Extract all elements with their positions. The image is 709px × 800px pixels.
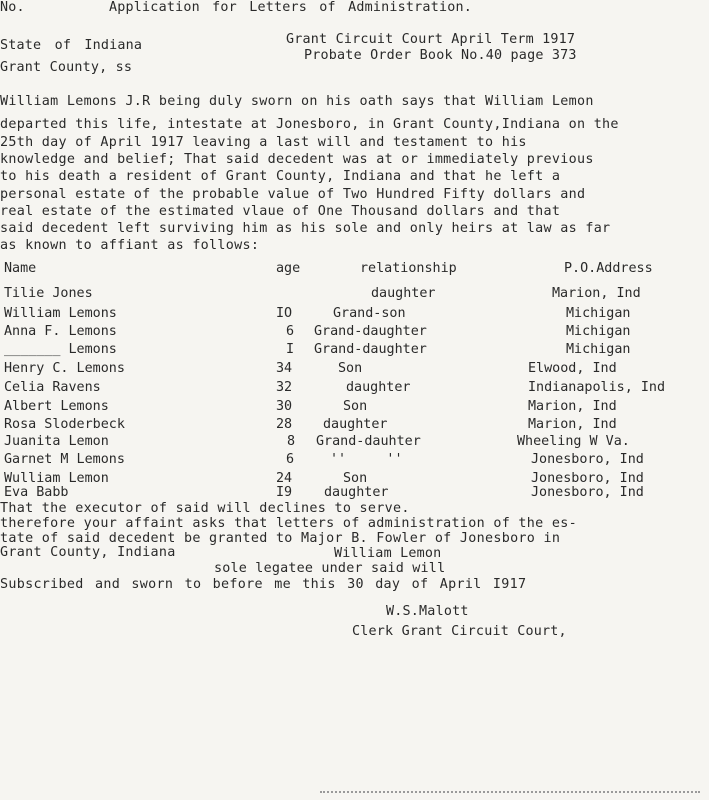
table-row bbox=[0, 433, 709, 451]
order-book-line: Probate Order Book No.40 page 373 bbox=[304, 48, 577, 63]
paragraph-line: personal estate of the probable value of Two Hundred Fifty dollars and bbox=[0, 187, 586, 202]
heir-name: Wulliam Lemon bbox=[4, 471, 109, 486]
paragraph-line: said decedent left surviving him as his sole and only heirs at law as far bbox=[0, 221, 611, 236]
table-row bbox=[0, 379, 709, 397]
clerk-signature: W.S.Malott bbox=[386, 604, 469, 619]
table-row bbox=[0, 341, 709, 359]
heir-age: 34 bbox=[276, 361, 293, 376]
header-relationship: relationship bbox=[360, 261, 457, 276]
page-edge-marks bbox=[320, 791, 700, 798]
table-row bbox=[0, 323, 709, 341]
heir-relationship: '' '' bbox=[330, 452, 403, 467]
header-age: age bbox=[276, 261, 301, 276]
heir-relationship: daughter bbox=[324, 485, 389, 500]
heir-age: 8 bbox=[287, 434, 296, 449]
heir-age: 6 bbox=[286, 452, 295, 467]
table-row bbox=[0, 285, 709, 303]
state-line: State of Indiana bbox=[0, 38, 143, 53]
heir-relationship: daughter bbox=[323, 417, 388, 432]
heir-name: Anna F. Lemons bbox=[4, 324, 117, 339]
heir-age: 24 bbox=[276, 471, 293, 486]
document-title: Application for Letters of Administration. bbox=[109, 0, 472, 15]
heir-age: IO bbox=[276, 306, 293, 321]
heir-age: 28 bbox=[276, 417, 293, 432]
paragraph-line: 25th day of April 1917 leaving a last will and testament to his bbox=[0, 135, 527, 150]
closing-line-executor: That the executor of said will declines to serve. bbox=[0, 501, 410, 516]
heir-name: Henry C. Lemons bbox=[4, 361, 125, 376]
heir-relationship: Grand-daughter bbox=[314, 324, 427, 339]
paragraph-line: real estate of the estimated vlaue of One Thousand dollars and that bbox=[0, 204, 561, 219]
heir-name: Juanita Lemon bbox=[4, 434, 109, 449]
court-line: Grant Circuit Court April Term 1917 bbox=[286, 32, 576, 47]
legatee-name: William Lemon bbox=[334, 546, 442, 561]
heir-name: William Lemons bbox=[4, 306, 117, 321]
table-row bbox=[0, 360, 709, 378]
heir-name: Albert Lemons bbox=[4, 399, 109, 414]
heir-age: I9 bbox=[276, 485, 293, 500]
paragraph-line: departed this life, intestate at Jonesboro, in Grant County,Indiana on the bbox=[0, 117, 619, 132]
heir-name: Tilie Jones bbox=[4, 286, 93, 301]
table-row bbox=[0, 398, 709, 416]
header-address: P.O.Address bbox=[564, 261, 653, 276]
heir-address: Wheeling W Va. bbox=[517, 434, 630, 449]
heir-relationship: Son bbox=[343, 471, 368, 486]
paragraph-line: as known to affiant as follows: bbox=[0, 238, 260, 253]
heir-relationship: Grand-son bbox=[333, 306, 406, 321]
heir-address: Michigan bbox=[566, 324, 631, 339]
heir-name: Celia Ravens bbox=[4, 380, 101, 395]
heir-relationship: Grand-dauhter bbox=[316, 434, 421, 449]
legatee-note: sole legatee under said will bbox=[214, 561, 446, 576]
table-row bbox=[0, 451, 709, 469]
table-row bbox=[0, 305, 709, 323]
heir-address: Jonesboro, Ind bbox=[531, 471, 644, 486]
document-number-label: No. bbox=[0, 0, 25, 15]
heir-relationship: daughter bbox=[346, 380, 411, 395]
county-line: Grant County, ss bbox=[0, 60, 133, 75]
heir-address: Jonesboro, Ind bbox=[531, 452, 644, 467]
heir-address: Jonesboro, Ind bbox=[531, 485, 644, 500]
closing-line-estate: tate of said decedent be granted to Major B. Fowler of Jonesboro in bbox=[0, 531, 561, 546]
heir-address: Marion, Ind bbox=[552, 286, 641, 301]
heir-relationship: Son bbox=[343, 399, 368, 414]
table-row bbox=[0, 416, 709, 434]
heir-relationship: Son bbox=[338, 361, 363, 376]
heir-address: Indianapolis, Ind bbox=[528, 380, 666, 395]
heir-name: _______ Lemons bbox=[4, 342, 117, 357]
heir-name: Rosa Sloderbeck bbox=[4, 417, 125, 432]
heir-age: I bbox=[286, 342, 295, 357]
heir-address: Marion, Ind bbox=[528, 399, 617, 414]
paragraph-line: to his death a resident of Grant County, Indiana and that he left a bbox=[0, 169, 561, 184]
heir-name: Garnet M Lemons bbox=[4, 452, 125, 467]
heir-address: Michigan bbox=[566, 306, 631, 321]
closing-line-request: therefore your affaint asks that letters of administration of the es- bbox=[0, 516, 577, 531]
subscribed-line: Subscribed and sworn to before me this 30 day of April I917 bbox=[0, 577, 527, 592]
paragraph-line: William Lemons J.R being duly sworn on his oath says that William Lemon bbox=[0, 94, 594, 109]
paragraph-line: knowledge and belief; That said decedent was at or immediately previous bbox=[0, 152, 594, 167]
heir-age: 30 bbox=[276, 399, 293, 414]
heir-address: Michigan bbox=[566, 342, 631, 357]
clerk-title: Clerk Grant Circuit Court, bbox=[352, 624, 567, 639]
heir-name: Eva Babb bbox=[4, 485, 69, 500]
heir-address: Marion, Ind bbox=[528, 417, 617, 432]
heir-age: 6 bbox=[286, 324, 295, 339]
closing-line-county: Grant County, Indiana bbox=[0, 545, 176, 560]
heir-address: Elwood, Ind bbox=[528, 361, 617, 376]
table-header-row bbox=[0, 260, 709, 278]
heir-relationship: Grand-daughter bbox=[314, 342, 427, 357]
header-name: Name bbox=[4, 261, 37, 276]
heir-age: 32 bbox=[276, 380, 293, 395]
heir-relationship: daughter bbox=[371, 286, 436, 301]
